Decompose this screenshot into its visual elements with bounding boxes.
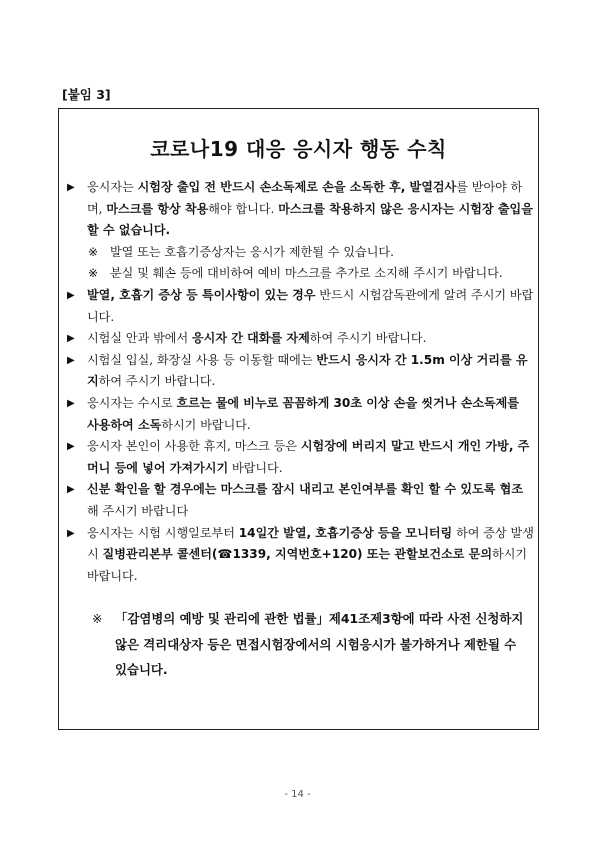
triangle-bullet-icon: ▶ [67,441,75,453]
rule-text: 하여 주시기 바랍니다. [309,331,427,346]
triangle-bullet-icon: ▶ [67,354,75,366]
rule-text: 하여 증상 발생 시 [87,525,534,562]
rule-text: 하시기 바랍니다. [87,547,528,583]
triangle-bullet-icon: ▶ [67,397,75,409]
note-text: 발열 또는 호흡기증상자는 응시가 제한될 수 있습니다. [110,244,394,259]
rule-note [64,263,534,285]
rule-text: 해야 합니다. [208,201,279,216]
emphasized-text: 14일간 발열, 호흡기증상 등을 모니터링 [238,525,453,540]
rule-text: 해 주시기 바랍니다 [87,503,189,518]
legal-notice [64,606,534,683]
rules-box [58,108,539,730]
rule-item [64,350,534,393]
rule-item [64,479,534,522]
rule-item [64,285,534,328]
emphasized-text: 마스크를 항상 착용 [106,201,209,216]
rule-note [64,242,534,264]
rule-item [64,393,534,436]
emphasized-text: 흐르는 물에 비누로 꼼꼼하게 30초 이상 손을 씻거나 손소독제를 사용하여 소독 [87,395,520,432]
rule-text: 시험실 입실, 화장실 사용 등 이동할 때에는 [87,352,317,367]
emphasized-text: 마스크를 착용하지 않은 응시자는 시험장 출입을 할 수 없습니다. [87,201,533,238]
emphasized-text: 발열, 호흡기 증상 등 특이사항이 있는 경우 [87,287,316,302]
reference-mark-icon: ※ [88,244,99,259]
triangle-bullet-icon: ▶ [67,333,75,345]
rule-text: 반드시 시험감독관에게 알려 주시기 바랍니다. [87,287,534,324]
rules-list [64,177,534,683]
rule-text: 하시기 바랍니다. [161,417,251,432]
note-text: 분실 및 훼손 등에 대비하여 예비 마스크를 추가로 소지해 주시기 바랍니다. [110,266,503,281]
triangle-bullet-icon: ▶ [67,182,75,193]
rule-item [64,177,534,242]
rule-text: 응시자는 시험 시행일로부터 [87,525,239,540]
attachment-label: [붙임 3] [62,87,111,102]
rule-item [64,523,534,588]
emphasized-text: 「감염병의 예방 및 관리에 관한 법률」제41조제3항에 따라 사전 신청하지 않은 격리대상자 등은 면접시험장에서의 시험응시가 불가하거나 제한될 수 있습니다. [115,611,524,678]
rule-text: 응시자는 [87,180,138,194]
triangle-bullet-icon: ▶ [67,289,75,301]
triangle-bullet-icon: ▶ [67,527,75,539]
emphasized-text: 질병관리본부 콜센터(☎1339, 지역번호+120) 또는 관할보건소로 문의 [102,547,493,562]
rule-text: 응시자는 수시로 [87,395,177,410]
emphasized-text: 반드시 응시자 간 1.5m 이상 거리를 유지 [87,352,528,389]
document-title: 코로나19 대응 응시자 행동 수칙 [150,137,447,161]
rule-item [64,436,534,479]
emphasized-text: 응시자 간 대화를 자제 [192,331,310,346]
rule-text: 하여 주시기 바랍니다. [98,374,216,389]
rule-text: 를 받아야 하며, [87,180,523,216]
emphasized-text: 시험장에 버리지 말고 반드시 개인 가방, 주머니 등에 넣어 가져가시기 [87,439,530,475]
rule-text: 응시자 본인이 사용한 휴지, 마스크 등은 [87,439,301,454]
triangle-bullet-icon: ▶ [67,484,75,496]
rule-item [64,328,534,350]
rule-text: 바랍니다. [228,460,283,475]
emphasized-text: 시험장 출입 전 반드시 손소독제로 손을 소독한 후, 발열검사 [137,180,457,194]
reference-mark-icon: ※ [88,266,99,281]
reference-mark-icon: ※ [92,611,103,627]
page-number: - 14 - [284,789,311,800]
emphasized-text: 신분 확인을 할 경우에는 마스크를 잠시 내리고 본인여부를 확인 할 수 있도록 협조 [87,482,524,497]
rule-text: 시험실 안과 밖에서 [87,331,192,346]
